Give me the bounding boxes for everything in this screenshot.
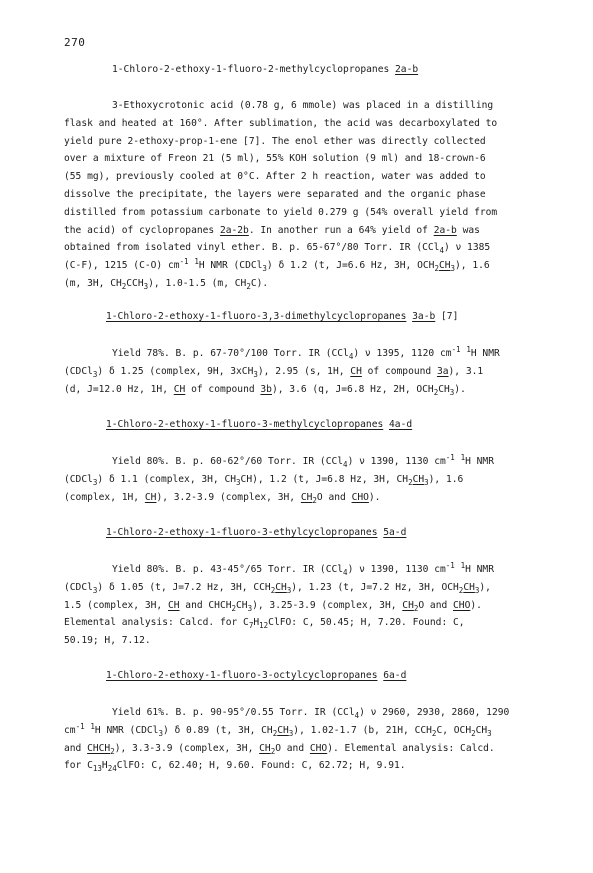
text-line: $cm^{-1}$ $^1$H NMR (CDCl$_3$) δ 0.89 (t, 3H, $CH_2CH_3$), 1.02-1.7 (b, 21H, $CCH_2C$, $OCH_2CH_3$ [64, 721, 492, 738]
compound-label: 2a-b [395, 64, 419, 75]
text-line: (m, 3H, $CH_2CCH_3$), 1.0-1.5 (m, $CH_2C$). [64, 277, 269, 291]
text-line: 3-Ethoxycrotonic acid (0.78 g, 6 mmole) was placed in a distilling [112, 100, 494, 111]
paragraph-6ad [64, 704, 523, 775]
text-line: (CDCl$_3$) δ 1.05 (t, J=7.2 Hz, 3H, $CCH_2CH_3$), 1.23 (t, J=7.2 Hz, 3H, $OCH_2CH_3$), [64, 581, 491, 595]
text-line: (d, J=12.0 Hz, 1H, CH of compound 3b), 3.6 (q, J=6.8 Hz, 2H, $OCH_2CH_3$). [64, 383, 466, 397]
text-line: 1.5 (complex, 3H, CH and $CHCH_2CH_3$), 3.25-3.9 (complex, 3H, $CH_2O$ and CHO). [64, 599, 482, 613]
text-line: Yield 61%. B. p. 90-95°/0.55 Torr. IR (CCl$_4$) ν 2960, 2930, 2860, 1290 [112, 707, 510, 720]
section-heading-6ad [106, 670, 406, 681]
page-number: 270 [64, 36, 86, 49]
compound-label: 5a-d [383, 527, 407, 538]
compound-label: 4a-d [389, 419, 413, 430]
heading-text: 1-Chloro-2-ethoxy-1-fluoro-2-methylcyclopropanes [112, 64, 390, 75]
text-line: (complex, 1H, CH), 3.2-3.9 (complex, 3H, $CH_2O$ and CHO). [64, 491, 381, 505]
paragraph-2ab [64, 97, 523, 293]
text-line: yield pure 2-ethoxy-prop-1-ene [7]. The enol ether was directly collected [64, 135, 486, 147]
heading-text: 1-Chloro-2-ethoxy-1-fluoro-3,3-dimethylcyclopropanes [106, 311, 407, 322]
text-line: Yield 80%. B. p. 43-45°/65 Torr. IR (CCl$_4$) ν 1390, 1130 $cm^{-1}$ $^1$H NMR [112, 561, 494, 577]
text-line: over a mixture of Freon 21 (5 ml), 55% KOH solution (9 ml) and 18-crown-6 [64, 153, 486, 165]
section-heading-5ad [106, 527, 406, 538]
text-line: Yield 78%. B. p. 67-70°/100 Torr. IR (CCl$_4$) ν 1395, 1120 $cm^{-1}$ $^1$H NMR [112, 345, 500, 361]
compound-label: 6a-d [383, 670, 407, 681]
text-line: obtained from isolated vinyl ether. B. p. 65-67°/80 Torr. IR (CCl$_4$) ν 1385 [64, 242, 491, 256]
text-line: (C-F), 1215 (C-O) $cm^{-1}$ $^1$H NMR (CDCl$_3$) δ 1.2 (t, J=6.6 Hz, 3H, $OCH_2CH_3$), 1.6 [64, 257, 490, 274]
heading-text: 1-Chloro-2-ethoxy-1-fluoro-3-methylcyclopropanes [106, 419, 384, 430]
section-heading-4ad [106, 419, 412, 430]
text-line: (55 mg), previously cooled at 0°C. After 2 h reaction, water was added to [64, 171, 486, 183]
section-heading-2ab [112, 64, 418, 75]
text-line: dissolve the precipitate, the layers were separated and the organic phase [64, 188, 486, 200]
text-line: Elemental analysis: Calcd. for $C_7H_{12}ClFO$: C, 50.45; H, 7.20. Found: C, [64, 617, 465, 631]
heading-text: 1-Chloro-2-ethoxy-1-fluoro-3-octylcyclopropanes [106, 670, 378, 681]
section-heading-3ab [106, 311, 458, 322]
compound-label: 3a-b [412, 311, 436, 322]
text-line: the acid) of cyclopropanes 2a-2b. In another run a 64% yield of 2a-b was [64, 224, 480, 236]
text-line: and $CHCH_2$), 3.3-3.9 (complex, 3H, $CH_2O$ and CHO). Elemental analysis: Calcd. [64, 742, 495, 756]
text-line: Yield 80%. B. p. 60-62°/60 Torr. IR (CCl$_4$) ν 1390, 1130 $cm^{-1}$ $^1$H NMR [112, 453, 494, 469]
heading-text: 1-Chloro-2-ethoxy-1-fluoro-3-ethylcyclopropanes [106, 527, 378, 538]
reference: [7] [441, 311, 459, 322]
text-line: flask and heated at 160°. After sublimation, the acid was decarboxylated to [64, 117, 498, 129]
paragraph-5ad [64, 561, 523, 650]
text-line: (CDCl$_3$) δ 1.1 (complex, 3H, $CH_3CH$), 1.2 (t, J=6.8 Hz, 3H, $CH_2CH_3$), 1.6 [64, 473, 464, 487]
text-line: distilled from potassium carbonate to yield 0.279 g (54% overall yield from [64, 206, 498, 218]
text-line: 50.19; H, 7.12. [64, 635, 151, 647]
text-line: (CDCl$_3$) δ 1.25 (complex, 9H, 3xCH$_3$), 2.95 (s, 1H, CH of compound 3a), 3.1 [64, 365, 484, 379]
paragraph-4ad [64, 453, 523, 506]
text-line: for $C_{13}H_{24}ClFO$: C, 62.40; H, 9.60. Found: C, 62.72; H, 9.91. [64, 760, 406, 774]
paragraph-3ab [64, 345, 523, 398]
